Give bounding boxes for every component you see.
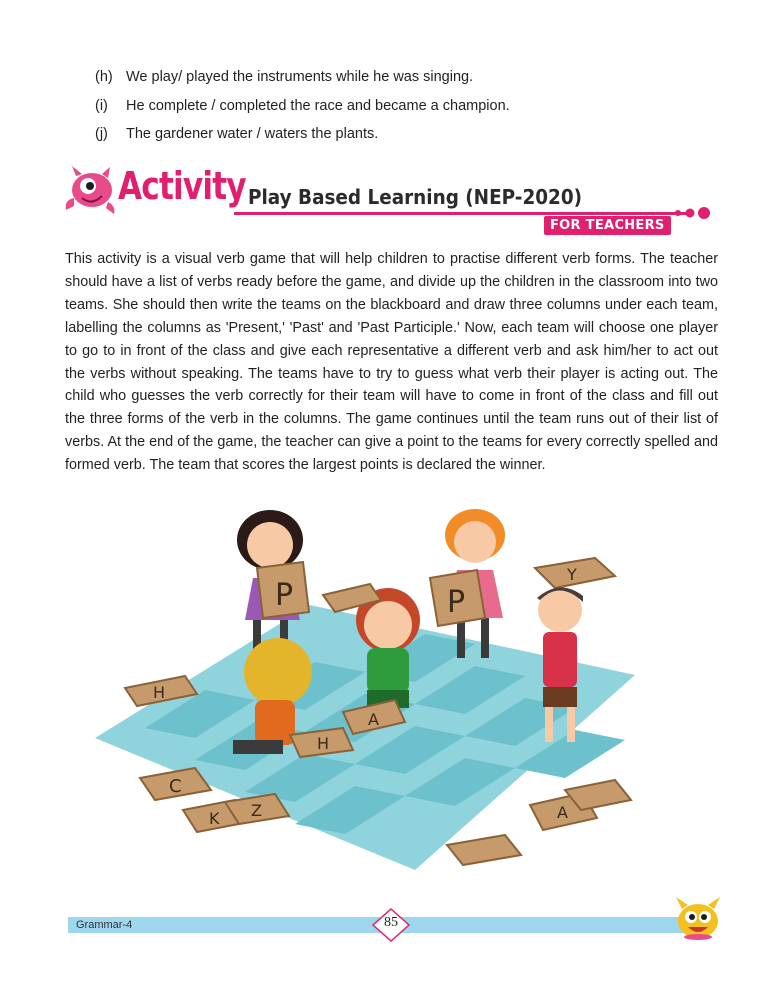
page-number: 85 [384,915,398,930]
tile-letter: Y [567,565,577,584]
boy-with-tile-on-head [535,558,615,742]
activity-description: This activity is a visual verb game that will help children to practise different verb forms. The teacher should have a list of verbs ready before the game, and divide up the children in the classroom into two teams. She should then write the teams on the blackboard and draw three columns under each team, labelling the columns as 'Present,' 'Past' and 'Past Participle.' Now, each team will choose one player to go to in front of the class and give each representative a different verb and ask him/her to act out the verbs without speaking. The teams have to try to guess what verb their player is acting out. The child who guesses the verb correctly for their team will have to come in front of the class and fill out the three forms of the verb in the columns. The game continues until the team runs out of their list of verbs. At the end of the game, the teacher can give a point to the teams for every correctly spelled and formed verb. The team that scores the largest points is declared the winner. [65,251,718,474]
exercise-tag: (h) [95,69,113,85]
tile-letter: P [275,578,294,613]
tile-letter: H [317,734,330,753]
verb-game-illustration [85,500,645,885]
exercise-tag: (j) [95,126,108,142]
activity-title: Play Based Learning (NEP-2020) [248,185,583,209]
yellow-monster-icon [672,893,724,941]
tile-letter: P [447,585,466,620]
pink-mascot-icon [62,164,118,216]
tile-letter: A [368,710,379,729]
book-title: Grammar-4 [76,919,133,931]
activity-header [62,160,722,240]
tile [430,570,485,626]
exercise-tag: (i) [95,98,108,114]
exercise-text: We play/ played the instruments while he was singing. [126,69,474,85]
tile-letter: K [209,809,220,828]
exercise-item-h [95,67,473,87]
exercise-item-i [95,96,510,116]
activity-heading: Activity [118,164,246,208]
blank-tile [447,835,521,865]
for-teachers-badge: FOR TEACHERS [544,216,671,235]
exercise-item-j [95,124,378,144]
tile-letter: Z [251,801,262,820]
exercise-text: The gardener water / waters the plants. [126,126,379,142]
tile-letter: C [169,776,182,797]
title-underline [234,212,688,215]
tile [257,562,309,618]
decorative-dots-icon [672,206,720,220]
tile-letter: H [153,683,166,702]
tile [535,558,615,588]
tile-letter: A [557,803,568,822]
exercise-text: He complete / completed the race and became a champion. [126,98,510,114]
